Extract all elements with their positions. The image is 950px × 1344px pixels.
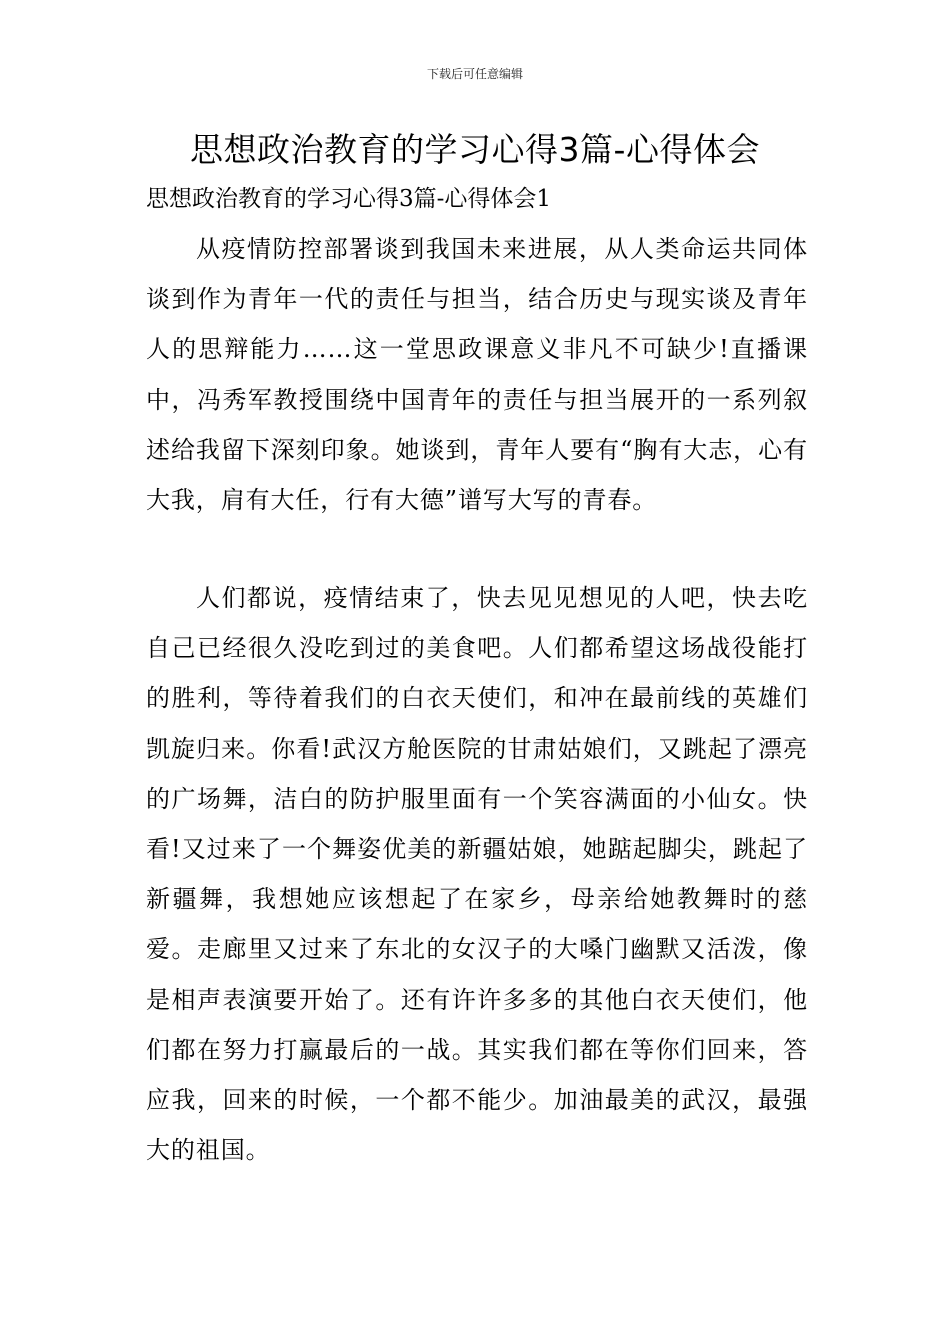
body-paragraph-1: 从疫情防控部署谈到我国未来进展，从人类命运共同体谈到作为青年一代的责任与担当，结合历史与现实谈及青年人的思辩能力……这一堂思政课意义非凡不可缺少!直播课中，冯秀军教授围绕中国青年的责任与担当展开的一系列叙述给我留下深刻印象。她谈到，青年人要有“胸有大志，心有大我，肩有大任，行有大德”谱写大写的青春。 [146, 235, 808, 515]
document-title: 思想政治教育的学习心得3篇-心得体会 [190, 130, 760, 169]
header-note: 下载后可任意编辑 [426, 67, 523, 81]
body-paragraph-2: 人们都说，疫情结束了，快去见见想见的人吧，快去吃自己已经很久没吃到过的美食吧。人们都希望这场战役能打的胜利，等待着我们的白衣天使们，和冲在最前线的英雄们凯旋归来。你看!武汉方舱医院的甘肃姑娘们，又跳起了漂亮的广场舞，洁白的防护服里面有一个笑容满面的小仙女。快看!又过来了一个舞姿优美的新疆姑娘，她踮起脚尖，跳起了新疆舞，我想她应该想起了在家乡，母亲给她教舞时的慈爱。走廊里又过来了东北的女汉子的大嗓门幽默又活泼，像是相声表演要开始了。还有许许多多的其他白衣天使们，他们都在努力打赢最后的一战。其实我们都在等你们回来，答应我，回来的时候，一个都不能少。加油最美的武汉，最强大的祖国。 [146, 584, 808, 1165]
section-heading: 思想政治教育的学习心得3篇-心得体会1 [146, 186, 552, 212]
